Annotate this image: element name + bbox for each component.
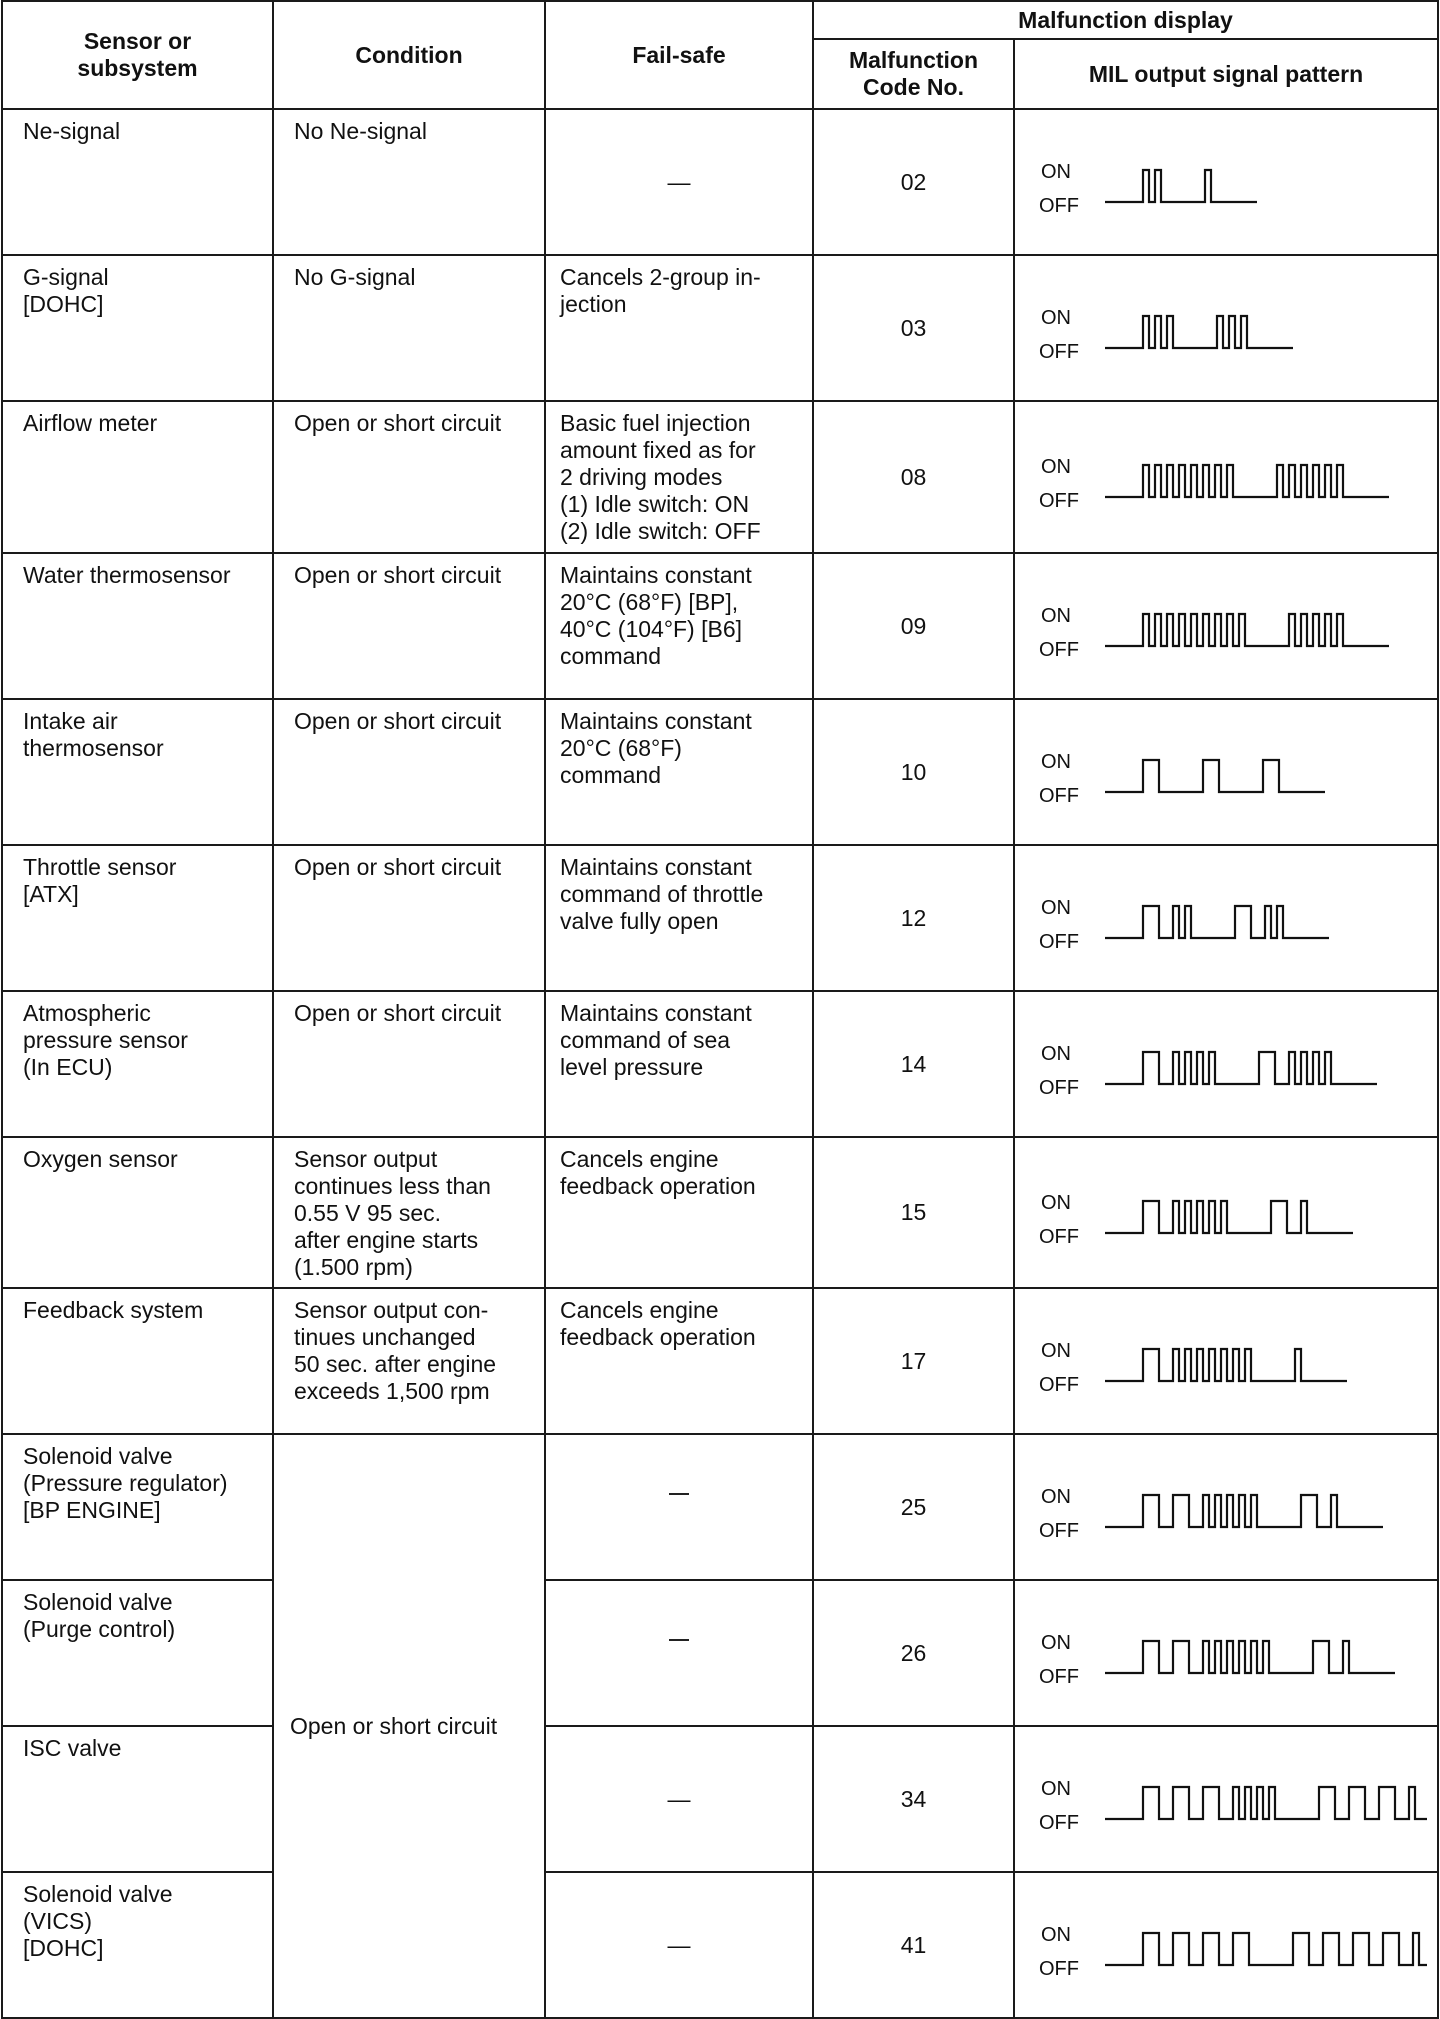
signal-waveform: [1015, 256, 1435, 400]
failsafe-cell: Maintains constant command of sea level pressure: [545, 991, 813, 1137]
failsafe-cell: [545, 1580, 813, 1726]
signal-waveform: [1015, 1727, 1435, 1871]
signal-trace: [1105, 1641, 1395, 1673]
signal-pattern-cell: [1014, 699, 1438, 845]
off-label: OFF: [1039, 931, 1079, 953]
on-label: ON: [1041, 605, 1071, 627]
failsafe-cell: —: [545, 1872, 813, 2018]
signal-trace: [1105, 316, 1293, 348]
header-code-no: Malfunction Code No.: [813, 39, 1014, 109]
sensor-cell: Feedback system: [2, 1288, 273, 1434]
code-cell: 15: [813, 1137, 1014, 1288]
sensor-cell: Throttle sensor [ATX]: [2, 845, 273, 991]
code-cell: 17: [813, 1288, 1014, 1434]
table-row: [2, 401, 1438, 553]
code-cell: 02: [813, 109, 1014, 255]
code-cell: 10: [813, 699, 1014, 845]
on-label: ON: [1041, 1778, 1071, 1800]
signal-pattern-cell: [1014, 401, 1438, 553]
sensor-cell: Atmospheric pressure sensor (In ECU): [2, 991, 273, 1137]
signal-waveform: [1015, 992, 1435, 1136]
table-row: [2, 553, 1438, 699]
condition-cell: No G-signal: [273, 255, 545, 401]
code-cell: 41: [813, 1872, 1014, 2018]
signal-pattern-cell: [1014, 845, 1438, 991]
off-label: OFF: [1039, 490, 1079, 512]
failsafe-cell: —: [545, 1726, 813, 1872]
sensor-cell: ISC valve: [2, 1726, 273, 1872]
signal-trace: [1105, 1349, 1347, 1381]
header-sensor: Sensor or subsystem: [2, 1, 273, 109]
signal-trace: [1105, 1787, 1427, 1819]
on-label: ON: [1041, 751, 1071, 773]
condition-cell: Open or short circuit: [273, 401, 545, 553]
failsafe-cell: Cancels 2-group in- jection: [545, 255, 813, 401]
signal-trace: [1105, 170, 1257, 202]
off-label: OFF: [1039, 195, 1079, 217]
off-label: OFF: [1039, 341, 1079, 363]
failsafe-cell: Cancels engine feedback operation: [545, 1137, 813, 1288]
signal-trace: [1105, 1933, 1427, 1965]
failsafe-cell: Maintains constant 20°C (68°F) [BP], 40°C (104°F) [B6] command: [545, 553, 813, 699]
signal-pattern-cell: [1014, 991, 1438, 1137]
signal-pattern-cell: [1014, 1137, 1438, 1288]
table-row: [2, 1872, 1438, 2018]
signal-pattern-cell: [1014, 1872, 1438, 2018]
table-row: [2, 255, 1438, 401]
table-row: [2, 1137, 1438, 1288]
signal-pattern-cell: [1014, 255, 1438, 401]
sensor-cell: Oxygen sensor: [2, 1137, 273, 1288]
table-row: [2, 1288, 1438, 1434]
on-label: ON: [1041, 161, 1071, 183]
condition-cell: Open or short circuit: [273, 699, 545, 845]
condition-cell-merged: Open or short circuit: [273, 1434, 545, 2018]
table-row: [2, 991, 1438, 1137]
on-label: ON: [1041, 1340, 1071, 1362]
signal-pattern-cell: [1014, 1726, 1438, 1872]
malfunction-table: [1, 0, 1439, 2019]
code-cell: 08: [813, 401, 1014, 553]
header-malfunction-display: Malfunction display: [813, 1, 1438, 39]
on-label: ON: [1041, 1043, 1071, 1065]
failsafe-dash: [669, 1493, 689, 1522]
on-label: ON: [1041, 897, 1071, 919]
signal-waveform: [1015, 700, 1435, 844]
header-mil-pattern: MIL output signal pattern: [1014, 39, 1438, 109]
code-cell: 14: [813, 991, 1014, 1137]
table-row: [2, 109, 1438, 255]
sensor-cell: Solenoid valve (Pressure regulator) [BP ENGINE]: [2, 1434, 273, 1580]
condition-cell: Sensor output continues less than 0.55 V 95 sec. after engine starts (1.500 rpm): [273, 1137, 545, 1288]
signal-waveform: [1015, 405, 1435, 549]
failsafe-cell: Basic fuel injection amount fixed as for 2 driving modes (1) Idle switch: ON (2) Idle switch: OFF: [545, 401, 813, 553]
signal-trace: [1105, 465, 1389, 497]
table-row: [2, 1580, 1438, 1726]
failsafe-dash: [669, 1639, 689, 1668]
signal-trace: [1105, 614, 1389, 646]
code-cell: 03: [813, 255, 1014, 401]
signal-waveform: [1015, 1581, 1435, 1725]
sensor-cell: Airflow meter: [2, 401, 273, 553]
code-cell: 26: [813, 1580, 1014, 1726]
off-label: OFF: [1039, 1520, 1079, 1542]
on-label: ON: [1041, 456, 1071, 478]
table-row: [2, 845, 1438, 991]
off-label: OFF: [1039, 1812, 1079, 1834]
signal-waveform: [1015, 846, 1435, 990]
on-label: ON: [1041, 1486, 1071, 1508]
code-cell: 34: [813, 1726, 1014, 1872]
code-cell: 09: [813, 553, 1014, 699]
off-label: OFF: [1039, 1225, 1079, 1248]
signal-pattern-cell: [1014, 1434, 1438, 1580]
code-cell: 25: [813, 1434, 1014, 1580]
signal-pattern-cell: [1014, 109, 1438, 255]
off-label: OFF: [1039, 785, 1079, 807]
sensor-cell: G-signal [DOHC]: [2, 255, 273, 401]
signal-trace: [1105, 1052, 1377, 1084]
malfunction-table-page: [1, 0, 1437, 1980]
signal-pattern-cell: [1014, 553, 1438, 699]
table-row: [2, 1726, 1438, 1872]
code-cell: 12: [813, 845, 1014, 991]
off-label: OFF: [1039, 1374, 1079, 1396]
table-row: [2, 699, 1438, 845]
on-label: ON: [1041, 307, 1071, 329]
signal-waveform: [1015, 1141, 1435, 1285]
off-label: OFF: [1039, 1666, 1079, 1688]
on-label: ON: [1041, 1191, 1071, 1214]
signal-pattern-cell: [1014, 1580, 1438, 1726]
sensor-cell: Intake air thermosensor: [2, 699, 273, 845]
signal-trace: [1105, 1495, 1383, 1527]
signal-waveform: [1015, 1873, 1435, 2017]
sensor-cell: Water thermosensor: [2, 553, 273, 699]
on-label: ON: [1041, 1632, 1071, 1654]
off-label: OFF: [1039, 639, 1079, 661]
header-condition: Condition: [273, 1, 545, 109]
condition-cell: Open or short circuit: [273, 845, 545, 991]
signal-trace: [1105, 760, 1325, 792]
condition-cell: Sensor output con- tinues unchanged 50 sec. after engine exceeds 1,500 rpm: [273, 1288, 545, 1434]
on-label: ON: [1041, 1924, 1071, 1946]
sensor-cell: Ne-signal: [2, 109, 273, 255]
signal-waveform: [1015, 110, 1435, 254]
condition-cell: Open or short circuit: [273, 991, 545, 1137]
failsafe-cell: [545, 1434, 813, 1580]
off-label: OFF: [1039, 1077, 1079, 1099]
signal-pattern-cell: [1014, 1288, 1438, 1434]
condition-cell: Open or short circuit: [273, 553, 545, 699]
sensor-cell: Solenoid valve (VICS) [DOHC]: [2, 1872, 273, 2018]
failsafe-cell: Maintains constant command of throttle valve fully open: [545, 845, 813, 991]
signal-waveform: [1015, 1289, 1435, 1433]
failsafe-cell: —: [545, 109, 813, 255]
failsafe-cell: Cancels engine feedback operation: [545, 1288, 813, 1434]
condition-cell: No Ne-signal: [273, 109, 545, 255]
signal-trace: [1105, 1201, 1353, 1233]
header-failsafe: Fail-safe: [545, 1, 813, 109]
off-label: OFF: [1039, 1958, 1079, 1980]
sensor-cell: Solenoid valve (Purge control): [2, 1580, 273, 1726]
signal-waveform: [1015, 1435, 1435, 1579]
signal-waveform: [1015, 554, 1435, 698]
signal-trace: [1105, 906, 1329, 938]
table-row: [2, 1434, 1438, 1580]
failsafe-cell: Maintains constant 20°C (68°F) command: [545, 699, 813, 845]
